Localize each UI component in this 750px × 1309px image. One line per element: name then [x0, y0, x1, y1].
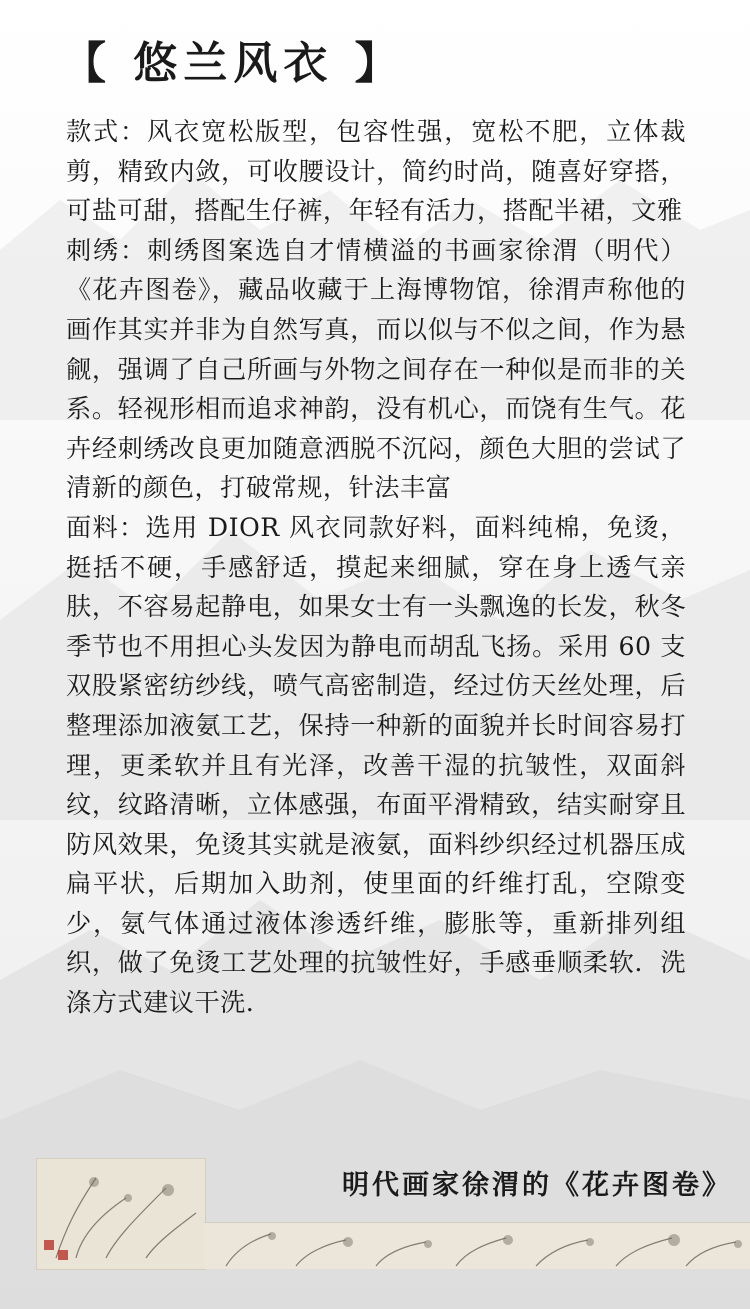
style-paragraph: 款式：风衣宽松版型，包容性强，宽松不肥，立体裁剪，精致内敛，可收腰设计，简约时尚，随喜好穿搭，可盐可甜，搭配生仔裤，年轻有活力，搭配半裙，文雅 — [66, 117, 686, 226]
description-body — [66, 112, 686, 1023]
page-title: 【 悠兰风衣 】 — [62, 38, 405, 89]
seal-stamp — [44, 1240, 54, 1250]
seal-stamp — [58, 1250, 68, 1260]
painting-caption: 明代画家徐渭的《花卉图卷》 — [342, 1170, 732, 1201]
fabric-paragraph: 面料：选用 DIOR 风衣同款好料，面料纯棉，免烫，挺括不硬，手感舒适，摸起来细腻，穿在身上透气亲肤，不容易起静电，如果女士有一头飘逸的长发，秋冬季节也不用担心头发因为静电而胡乱飞扬。采用 60 支双股紧密纺纱线，喷气高密制造，经过仿天丝处理，后整理添加液氨工艺，保持一种新的面貌并长时间容易打理，更柔软并且有光泽，改善干湿的抗皱性，双面斜纹，纹路清晰，立体感强，布面平滑精致，结实耐穿且防风效果，免烫其实就是液氨，面料纱织经过机器压成扁平状，后期加入助剂，使里面的纤维打乱，空隙变少，氨气体通过液体渗透纤维，膨胀等，重新排列组织，做了免烫工艺处理的抗皱性好，手感垂顺柔软．洗涤方式建议干洗． — [66, 512, 686, 1018]
painting-scroll-banner — [36, 1158, 750, 1268]
embroidery-paragraph: 刺绣：刺绣图案选自才情横溢的书画家徐渭（明代）《花卉图卷》，藏品收藏于上海博物馆，徐渭声称他的画作其实并非为自然写真，而以似与不似之间，作为悬觎，强调了自己所画与外物之间存在一种似是而非的关系。轻视形相而追求神韵，没有机心，而饶有生气。花卉经刺绣改良更加随意洒脱不沉闷，颜色大胆的尝试了清新的颜色，打破常规，针法丰富 — [66, 235, 686, 503]
